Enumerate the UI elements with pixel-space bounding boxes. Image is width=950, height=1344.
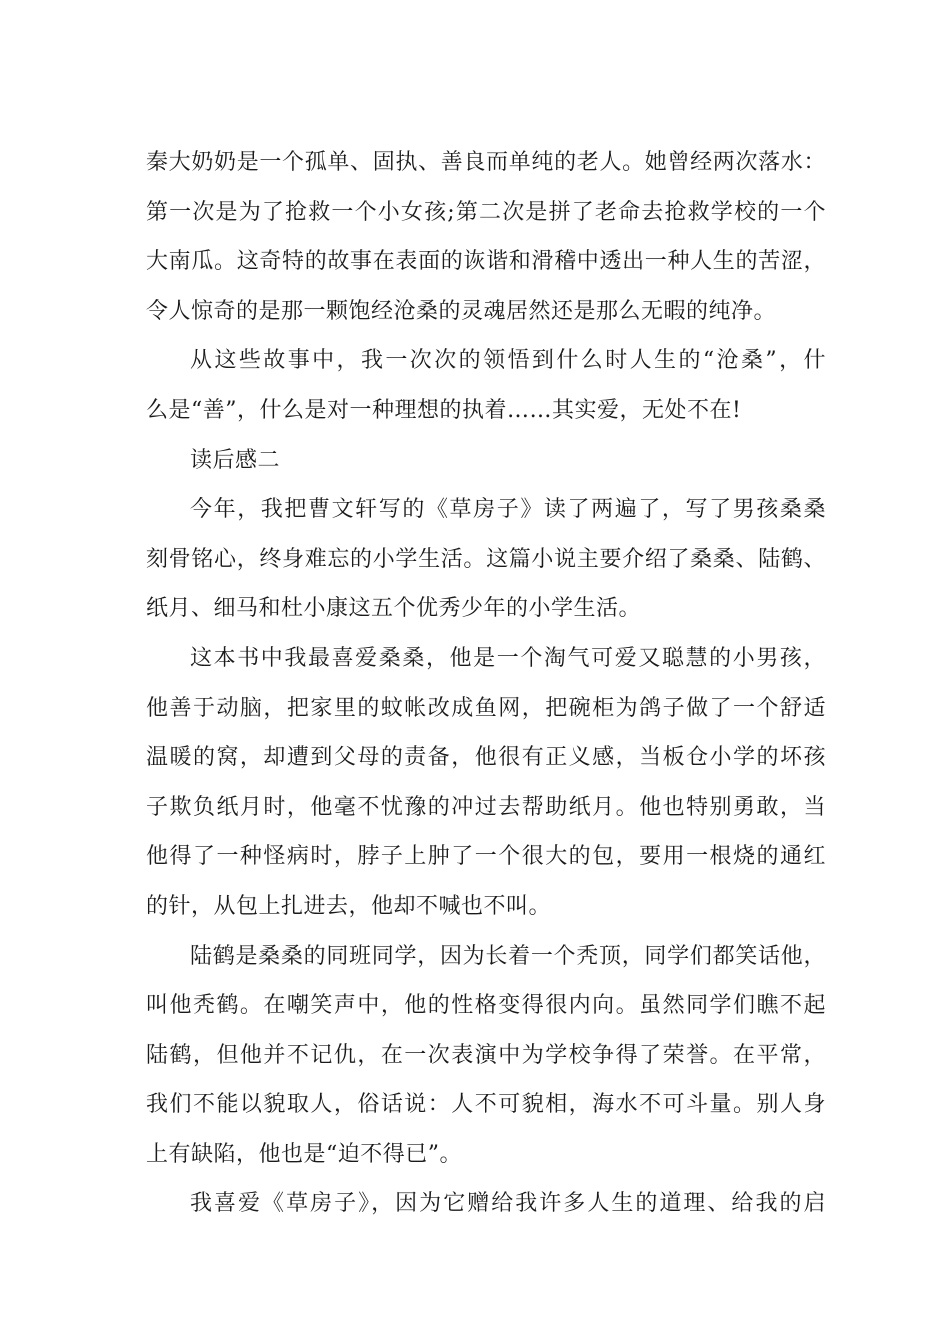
text-line: 陆鹤，但他并不记仇，在一次表演中为学校争得了荣誉。在平常， <box>146 1042 826 1068</box>
text-line: 温暖的窝，却遭到父母的责备，他很有正义感，当板仓小学的坏孩 <box>146 745 826 771</box>
text-line: 的针，从包上扎进去，他却不喊也不叫。 <box>146 893 552 919</box>
text-line: 陆鹤是桑桑的同班同学，因为长着一个秃顶，同学们都笑话他， <box>190 943 826 969</box>
text-line: 么是“善”，什么是对一种理想的执着……其实爱，无处不在! <box>146 397 742 423</box>
text-line: 叫他秃鹤。在嘲笑声中，他的性格变得很内向。虽然同学们瞧不起 <box>146 993 826 1019</box>
text-line: 第一次是为了抢救一个小女孩;第二次是拼了老命去抢救学校的一个 <box>146 199 826 225</box>
text-line: 上有缺陷，他也是“迫不得已”。 <box>146 1141 462 1167</box>
text-line: 这本书中我最喜爱桑桑，他是一个淘气可爱又聪慧的小男孩， <box>190 645 826 671</box>
text-line: 大南瓜。这奇特的故事在表面的诙谐和滑稽中透出一种人生的苦涩， <box>146 249 826 275</box>
text-line: 我们不能以貌取人，俗话说：人不可貌相，海水不可斗量。别人身 <box>146 1092 826 1118</box>
text-line: 令人惊奇的是那一颗饱经沧桑的灵魂居然还是那么无暇的纯净。 <box>146 298 777 324</box>
text-line: 从这些故事中，我一次次的领悟到什么时人生的“沧桑”，什 <box>190 348 826 374</box>
text-line: 他善于动脑，把家里的蚊帐改成鱼网，把碗柜为鸽子做了一个舒适 <box>146 695 826 721</box>
text-line: 今年，我把曹文轩写的《草房子》读了两遍了，写了男孩桑桑 <box>190 497 826 523</box>
text-line: 刻骨铭心，终身难忘的小学生活。这篇小说主要介绍了桑桑、陆鹤、 <box>146 546 826 572</box>
text-line: 他得了一种怪病时，脖子上肿了一个很大的包，要用一根烧的通红 <box>146 844 826 870</box>
text-line: 秦大奶奶是一个孤单、固执、善良而单纯的老人。她曾经两次落水： <box>146 150 826 175</box>
text-line: 纸月、细马和杜小康这五个优秀少年的小学生活。 <box>146 596 642 622</box>
section-heading: 读后感二 <box>190 447 281 473</box>
text-line: 我喜爱《草房子》，因为它赠给我许多人生的道理、给我的启 <box>190 1191 826 1217</box>
text-line: 子欺负纸月时，他毫不忧豫的冲过去帮助纸月。他也特别勇敢，当 <box>146 794 826 820</box>
document-body <box>146 138 826 1229</box>
